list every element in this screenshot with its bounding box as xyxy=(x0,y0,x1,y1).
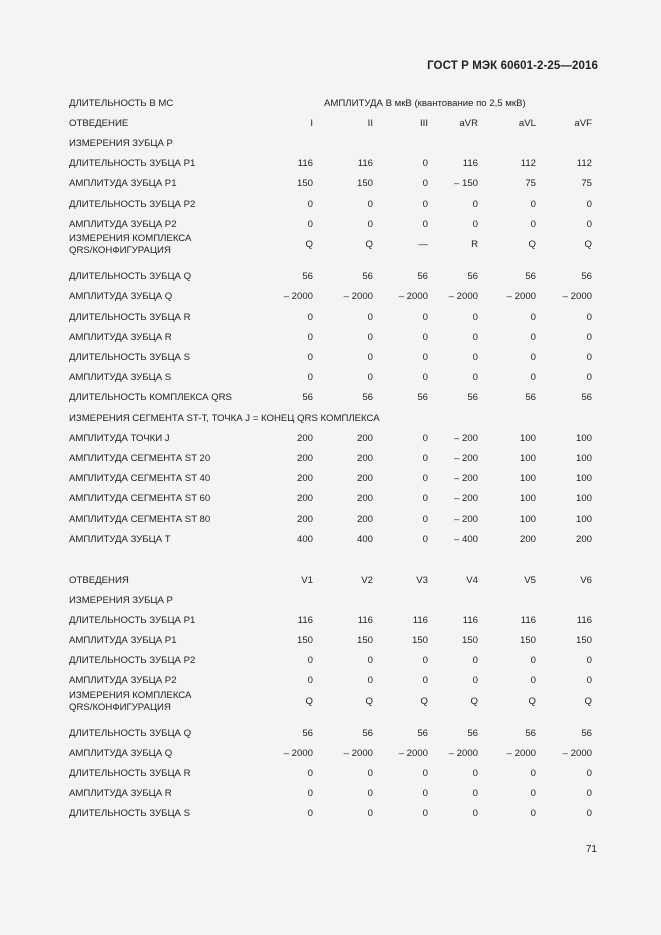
row-value: Q xyxy=(305,239,313,250)
row-value: 0 xyxy=(586,219,592,230)
row-value: 0 xyxy=(422,352,428,363)
row-value: 0 xyxy=(367,312,373,323)
row-value: III xyxy=(420,118,428,129)
row-value: 200 xyxy=(575,534,592,545)
row-label: ДЛИТЕЛЬНОСТЬ ЗУБЦА R xyxy=(69,768,191,779)
row-label: ИЗМЕРЕНИЯ КОМПЛЕКСА QRS/КОНФИГУРАЦИЯ xyxy=(69,690,192,713)
row-value: V2 xyxy=(361,575,373,586)
row-label: АМПЛИТУДА ЗУБЦА R xyxy=(69,332,172,343)
row-value: – 200 xyxy=(453,453,478,464)
row-label: АМПЛИТУДА ЗУБЦА T xyxy=(69,534,171,545)
row-value: – 2000 xyxy=(506,291,536,302)
row-value: 0 xyxy=(586,372,592,383)
row-value: 400 xyxy=(296,534,313,545)
row-value: 56 xyxy=(362,271,373,282)
row-label: ИЗМЕРЕНИЯ ЗУБЦА P xyxy=(69,595,173,606)
row-value: – 2000 xyxy=(562,291,592,302)
row-value: – 200 xyxy=(453,473,478,484)
page-number: 71 xyxy=(585,844,597,855)
row-value: 200 xyxy=(356,453,373,464)
row-value: 56 xyxy=(525,271,536,282)
row-value: 200 xyxy=(519,534,536,545)
row-value: 56 xyxy=(302,728,313,739)
row-value: 112 xyxy=(520,158,536,169)
row-value: 0 xyxy=(422,768,428,779)
row-value: 0 xyxy=(307,655,313,666)
row-value: V3 xyxy=(416,575,428,586)
row-value: 116 xyxy=(412,615,428,626)
row-value: 100 xyxy=(575,514,592,525)
row-value: 150 xyxy=(519,635,536,646)
row-value: 0 xyxy=(530,199,536,210)
row-value: 0 xyxy=(472,199,478,210)
row-value: 0 xyxy=(422,675,428,686)
row-label: ДЛИТЕЛЬНОСТЬ ЗУБЦА Q xyxy=(69,271,192,282)
row-value: 75 xyxy=(581,178,592,189)
row-value: aVR xyxy=(459,118,478,129)
row-label: ДЛИТЕЛЬНОСТЬ ЗУБЦА P2 xyxy=(69,655,196,666)
row-value: 0 xyxy=(422,514,428,525)
row-label: АМПЛИТУДА ЗУБЦА P1 xyxy=(69,178,177,189)
row-label: АМПЛИТУДА ЗУБЦА P1 xyxy=(69,635,177,646)
row-value: 116 xyxy=(297,615,313,626)
row-value: 0 xyxy=(472,352,478,363)
row-value: 100 xyxy=(575,473,592,484)
row-value: Q xyxy=(584,696,592,707)
row-value: 100 xyxy=(519,453,536,464)
row-value: 0 xyxy=(422,433,428,444)
row-value: 0 xyxy=(586,788,592,799)
row-value: 0 xyxy=(307,352,313,363)
row-value: 0 xyxy=(586,352,592,363)
row-value: 0 xyxy=(472,332,478,343)
row-value: 116 xyxy=(462,615,478,626)
row-value: 56 xyxy=(581,728,592,739)
row-value: 200 xyxy=(356,514,373,525)
row-value: 0 xyxy=(367,655,373,666)
row-value: 56 xyxy=(525,392,536,403)
row-value: – 200 xyxy=(453,493,478,504)
row-label: ДЛИТЕЛЬНОСТЬ ЗУБЦА Q xyxy=(69,728,192,739)
row-value: II xyxy=(367,118,373,129)
row-value: 150 xyxy=(411,635,428,646)
row-value: 200 xyxy=(296,514,313,525)
row-value: 0 xyxy=(367,332,373,343)
row-label: ДЛИТЕЛЬНОСТЬ ЗУБЦА P1 xyxy=(69,158,196,169)
row-value: 400 xyxy=(356,534,373,545)
row-value: 116 xyxy=(520,615,536,626)
row-value: 0 xyxy=(367,768,373,779)
row-value: 200 xyxy=(356,473,373,484)
row-value: 150 xyxy=(356,178,373,189)
row-value: 0 xyxy=(367,788,373,799)
row-label: ИЗМЕРЕНИЯ ЗУБЦА P xyxy=(69,138,173,149)
row-value: – 2000 xyxy=(343,748,373,759)
row-value: 116 xyxy=(357,158,373,169)
row-value: 0 xyxy=(307,219,313,230)
row-value: 0 xyxy=(586,655,592,666)
row-value: 0 xyxy=(472,372,478,383)
row-value: — xyxy=(418,239,428,250)
row-value: 100 xyxy=(519,433,536,444)
row-value: Q xyxy=(365,696,373,707)
row-value: 116 xyxy=(462,158,478,169)
row-value: 0 xyxy=(530,655,536,666)
row-value: 0 xyxy=(367,808,373,819)
row-value: – 2000 xyxy=(448,291,478,302)
row-value: 0 xyxy=(530,219,536,230)
row-value: Q xyxy=(365,239,373,250)
row-value: 0 xyxy=(472,788,478,799)
row-value: 0 xyxy=(422,332,428,343)
row-value: – 2000 xyxy=(506,748,536,759)
row-label: АМПЛИТУДА ЗУБЦА Q xyxy=(69,748,173,759)
row-value: 150 xyxy=(575,635,592,646)
row-value: 56 xyxy=(362,392,373,403)
row-value: 0 xyxy=(422,219,428,230)
row-value: 100 xyxy=(519,514,536,525)
caption-amplitude: АМПЛИТУДА В мкВ (квантование по 2,5 мкВ) xyxy=(324,98,526,109)
row-value: 116 xyxy=(357,615,373,626)
row-value: 112 xyxy=(576,158,592,169)
row-value: 0 xyxy=(422,473,428,484)
row-value: 0 xyxy=(530,312,536,323)
row-label: АМПЛИТУДА ЗУБЦА P2 xyxy=(69,675,177,686)
row-value: 0 xyxy=(307,788,313,799)
row-value: – 2000 xyxy=(343,291,373,302)
row-label: ОТВЕДЕНИЯ xyxy=(69,575,129,586)
row-value: 0 xyxy=(472,675,478,686)
row-value: 0 xyxy=(530,352,536,363)
row-value: 0 xyxy=(422,655,428,666)
row-value: 0 xyxy=(422,372,428,383)
row-value: – 400 xyxy=(453,534,478,545)
row-value: 100 xyxy=(519,493,536,504)
row-label: ДЛИТЕЛЬНОСТЬ ЗУБЦА P2 xyxy=(69,199,196,210)
row-value: 0 xyxy=(307,808,313,819)
row-value: 56 xyxy=(467,271,478,282)
row-value: 0 xyxy=(586,768,592,779)
row-value: 200 xyxy=(296,433,313,444)
row-value: 56 xyxy=(362,728,373,739)
row-value: Q xyxy=(420,696,428,707)
row-value: 0 xyxy=(367,372,373,383)
row-value: 0 xyxy=(422,312,428,323)
row-value: 0 xyxy=(367,675,373,686)
row-value: 56 xyxy=(417,392,428,403)
document-header: ГОСТ Р МЭК 60601-2-25—2016 xyxy=(427,60,598,72)
caption-duration: ДЛИТЕЛЬНОСТЬ В МС xyxy=(69,98,174,109)
row-value: 0 xyxy=(472,219,478,230)
row-value: 0 xyxy=(530,675,536,686)
row-value: 200 xyxy=(356,433,373,444)
row-value: – 2000 xyxy=(398,748,428,759)
row-value: Q xyxy=(584,239,592,250)
row-value: 0 xyxy=(472,655,478,666)
row-value: – 150 xyxy=(453,178,478,189)
row-label: ДЛИТЕЛЬНОСТЬ ЗУБЦА S xyxy=(69,808,190,819)
row-value: 0 xyxy=(422,808,428,819)
row-label: ДЛИТЕЛЬНОСТЬ ЗУБЦА S xyxy=(69,352,190,363)
row-value: 0 xyxy=(530,768,536,779)
row-value: 0 xyxy=(472,808,478,819)
row-value: 150 xyxy=(296,178,313,189)
row-label: ДЛИТЕЛЬНОСТЬ ЗУБЦА R xyxy=(69,312,191,323)
row-label: АМПЛИТУДА ЗУБЦА Q xyxy=(69,291,173,302)
row-value: 100 xyxy=(575,493,592,504)
row-value: 56 xyxy=(525,728,536,739)
row-value: 150 xyxy=(296,635,313,646)
row-label: АМПЛИТУДА СЕГМЕНТА ST 20 xyxy=(69,453,211,464)
row-value: 150 xyxy=(461,635,478,646)
row-label: АМПЛИТУДА СЕГМЕНТА ST 40 xyxy=(69,473,211,484)
row-value: 0 xyxy=(422,178,428,189)
row-value: aVL xyxy=(518,118,536,129)
row-label: ОТВЕДЕНИЕ xyxy=(69,118,129,129)
row-value: 0 xyxy=(422,453,428,464)
row-value: 0 xyxy=(307,372,313,383)
row-value: 0 xyxy=(472,768,478,779)
row-value: 116 xyxy=(576,615,592,626)
row-label: АМПЛИТУДА ЗУБЦА P2 xyxy=(69,219,177,230)
row-value: 56 xyxy=(467,392,478,403)
row-value: 0 xyxy=(307,332,313,343)
row-label: ДЛИТЕЛЬНОСТЬ ЗУБЦА P1 xyxy=(69,615,196,626)
row-value: 56 xyxy=(581,271,592,282)
row-value: 100 xyxy=(575,453,592,464)
row-value: 100 xyxy=(575,433,592,444)
row-label: ДЛИТЕЛЬНОСТЬ КОМПЛЕКСА QRS xyxy=(69,392,232,403)
row-value: 0 xyxy=(530,808,536,819)
row-value: 0 xyxy=(530,788,536,799)
row-value: V1 xyxy=(301,575,313,586)
row-value: R xyxy=(471,239,478,250)
row-value: Q xyxy=(470,696,478,707)
row-value: 56 xyxy=(467,728,478,739)
row-value: 200 xyxy=(296,493,313,504)
row-label: ИЗМЕРЕНИЯ СЕГМЕНТА ST-T, ТОЧКА J = КОНЕЦ QRS КОМПЛЕКСА xyxy=(69,413,380,424)
row-value: 56 xyxy=(417,271,428,282)
row-value: 0 xyxy=(422,493,428,504)
row-value: 0 xyxy=(586,199,592,210)
row-value: 0 xyxy=(472,312,478,323)
row-value: 150 xyxy=(356,635,373,646)
row-value: – 200 xyxy=(453,514,478,525)
row-value: – 2000 xyxy=(283,748,313,759)
row-value: 0 xyxy=(367,199,373,210)
row-value: – 2000 xyxy=(562,748,592,759)
row-value: 0 xyxy=(586,808,592,819)
row-value: – 2000 xyxy=(448,748,478,759)
row-label: АМПЛИТУДА СЕГМЕНТА ST 60 xyxy=(69,493,211,504)
row-value: 56 xyxy=(581,392,592,403)
row-value: 56 xyxy=(302,392,313,403)
row-label: АМПЛИТУДА ЗУБЦА S xyxy=(69,372,172,383)
row-value: – 2000 xyxy=(398,291,428,302)
row-value: 0 xyxy=(530,332,536,343)
row-value: 0 xyxy=(422,158,428,169)
row-value: 0 xyxy=(307,312,313,323)
row-value: 200 xyxy=(296,453,313,464)
row-value: Q xyxy=(528,696,536,707)
row-value: 0 xyxy=(530,372,536,383)
row-value: Q xyxy=(528,239,536,250)
row-label: ИЗМЕРЕНИЯ КОМПЛЕКСА QRS/КОНФИГУРАЦИЯ xyxy=(69,233,192,256)
row-value: 0 xyxy=(586,312,592,323)
row-value: 200 xyxy=(296,473,313,484)
row-value: V4 xyxy=(466,575,478,586)
row-value: – 2000 xyxy=(283,291,313,302)
row-value: 0 xyxy=(422,534,428,545)
row-value: 0 xyxy=(586,332,592,343)
row-value: 56 xyxy=(302,271,313,282)
row-value: 0 xyxy=(367,219,373,230)
row-value: 75 xyxy=(525,178,536,189)
row-value: 200 xyxy=(356,493,373,504)
row-value: 0 xyxy=(422,788,428,799)
row-value: V5 xyxy=(524,575,536,586)
row-value: Q xyxy=(305,696,313,707)
row-value: aVF xyxy=(574,118,592,129)
row-value: 0 xyxy=(307,675,313,686)
row-value: 0 xyxy=(307,199,313,210)
row-value: I xyxy=(310,118,313,129)
row-value: 100 xyxy=(519,473,536,484)
row-value: 0 xyxy=(422,199,428,210)
row-value: 0 xyxy=(586,675,592,686)
row-label: АМПЛИТУДА ТОЧКИ J xyxy=(69,433,170,444)
row-value: 116 xyxy=(297,158,313,169)
row-value: 0 xyxy=(307,768,313,779)
row-value: – 200 xyxy=(453,433,478,444)
row-label: АМПЛИТУДА СЕГМЕНТА ST 80 xyxy=(69,514,211,525)
row-label: АМПЛИТУДА ЗУБЦА R xyxy=(69,788,172,799)
row-value: 56 xyxy=(417,728,428,739)
row-value: 0 xyxy=(367,352,373,363)
row-value: V6 xyxy=(580,575,592,586)
